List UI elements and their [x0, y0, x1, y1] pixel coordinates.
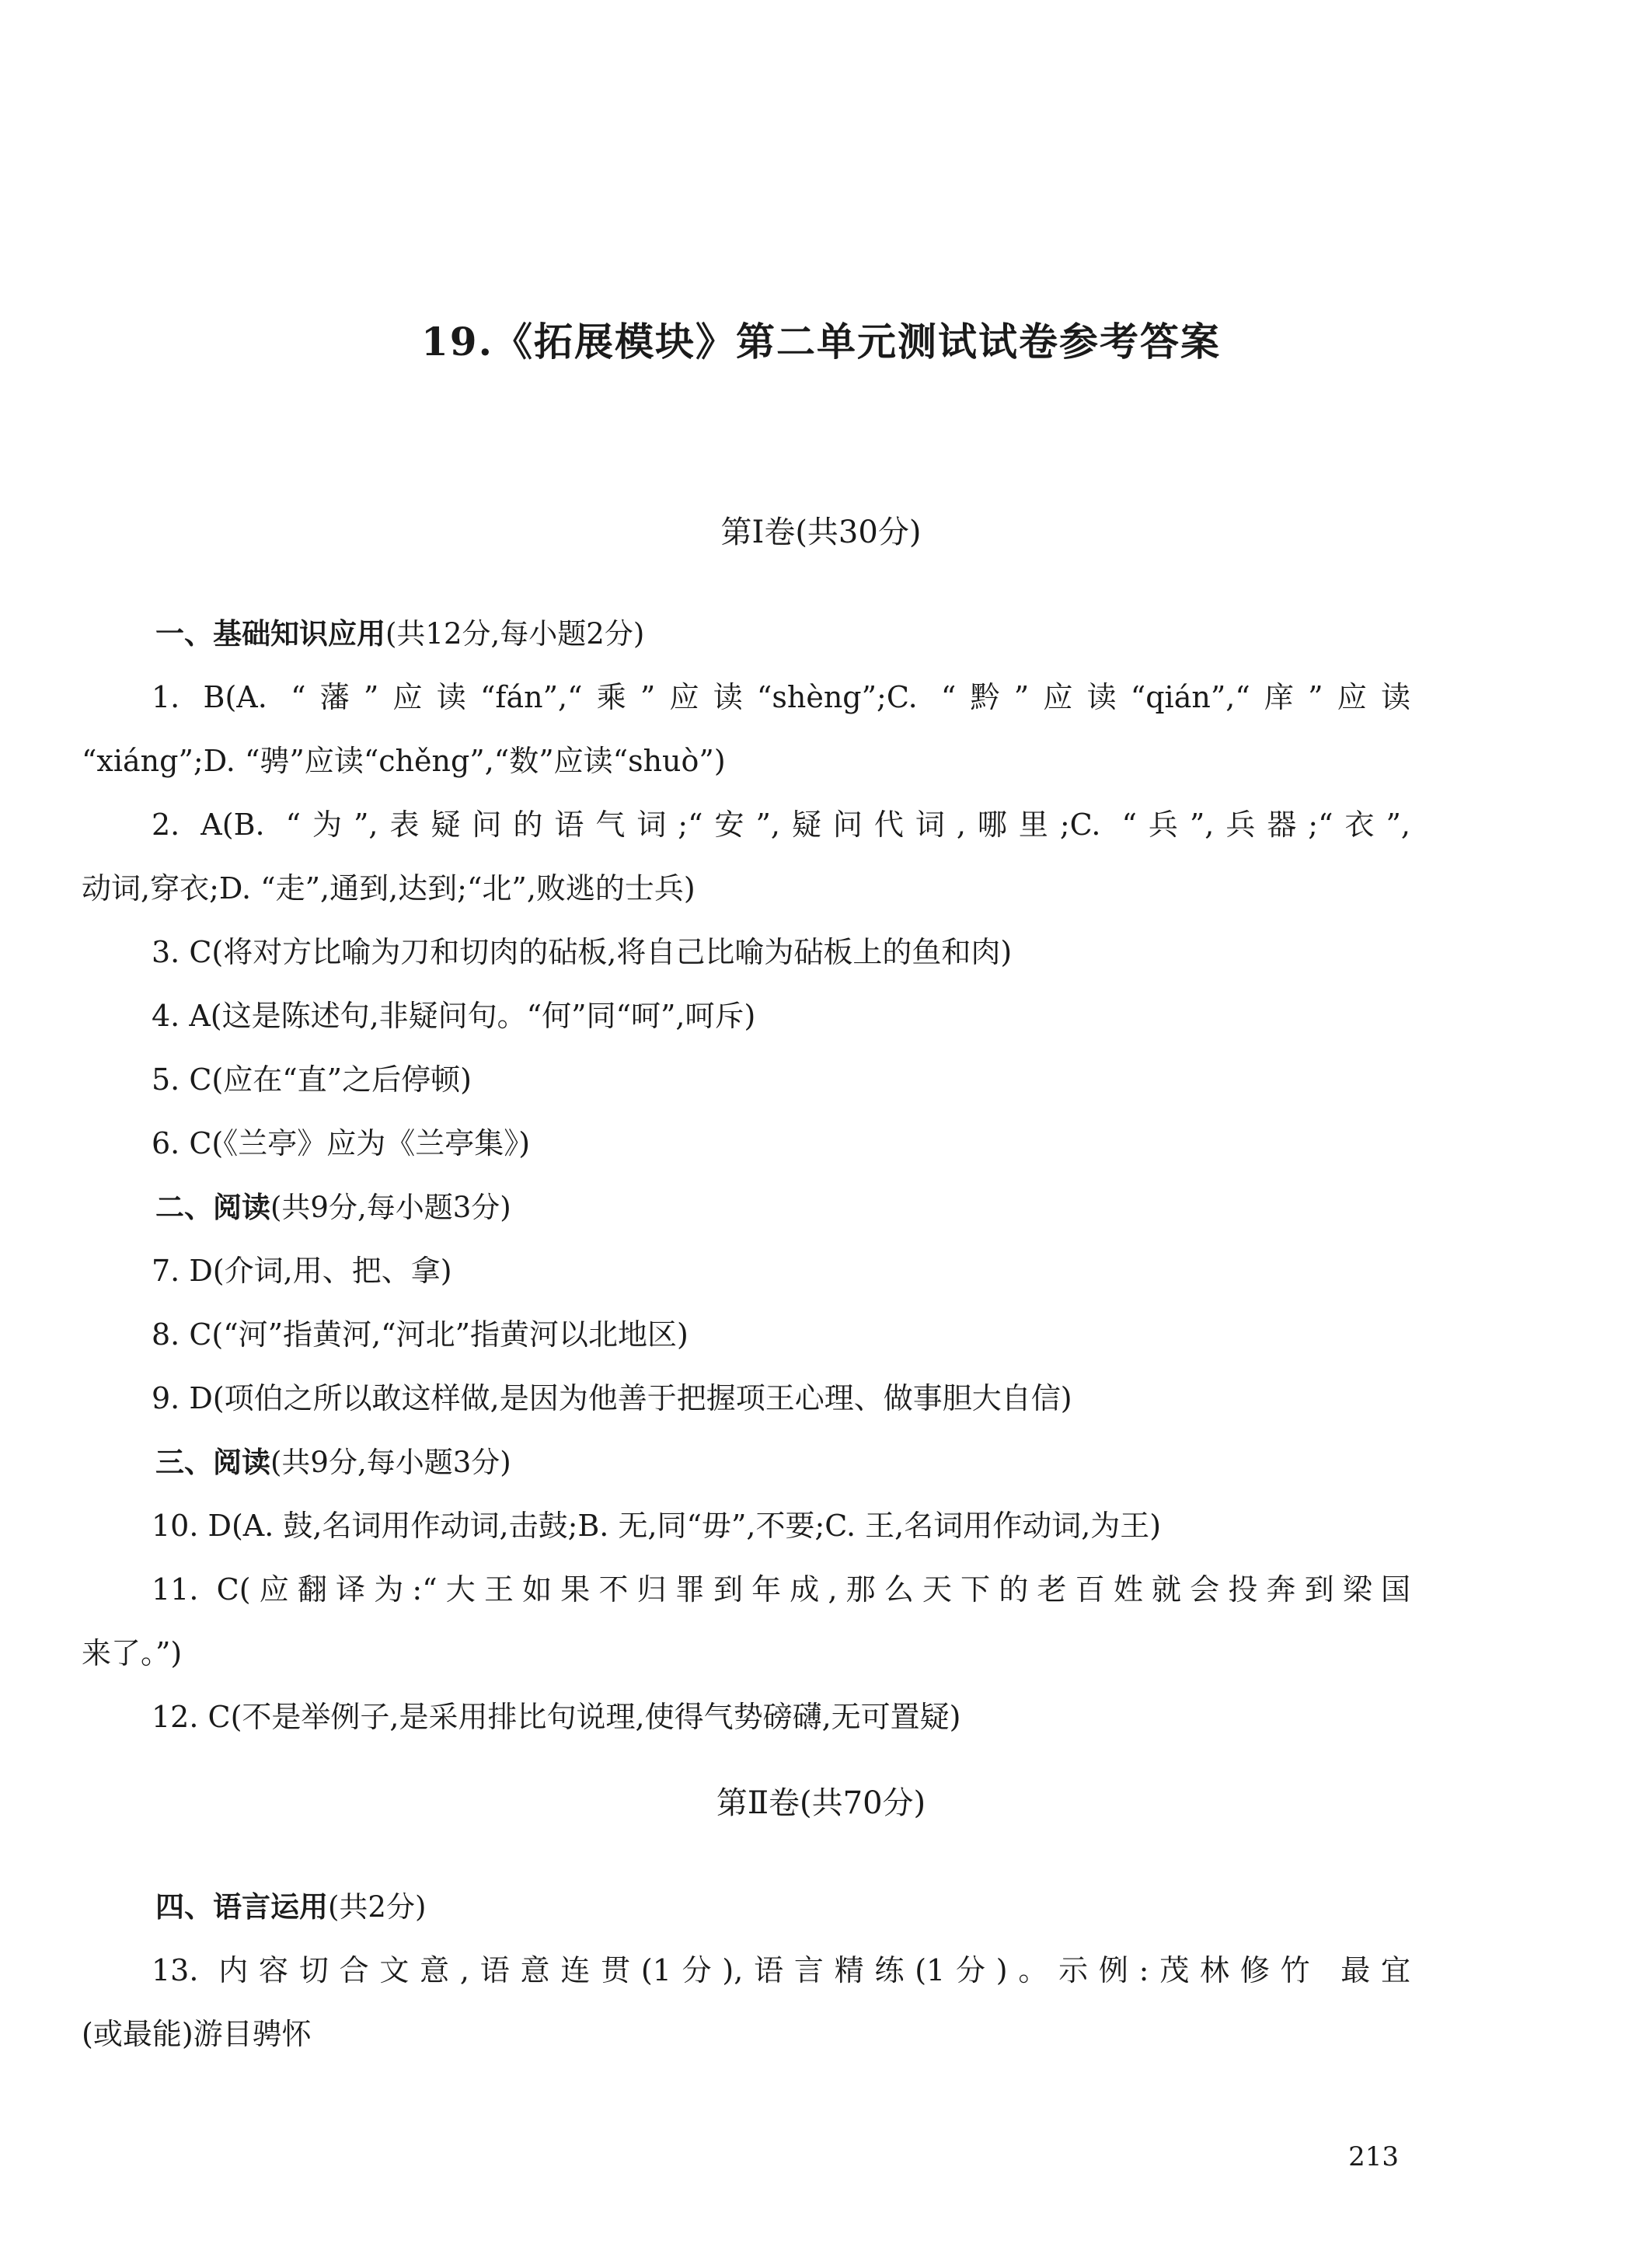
- document-title: 19.《拓展模块》第二单元测试试卷参考答案: [421, 319, 1221, 365]
- answer-8: 8. C(“河”指黄河,“河北”指黄河以北地区): [152, 1317, 689, 1352]
- section-heading-label: 二、阅读: [155, 1190, 270, 1224]
- section-heading-note: (共12分,每小题2分): [385, 617, 645, 651]
- section-heading-note: (共9分,每小题3分): [270, 1446, 511, 1479]
- volume-2-title: 第Ⅱ卷(共70分): [716, 1785, 926, 1821]
- section-heading: [82, 1875, 1410, 1938]
- answer-10: 10. D(A. 鼓,名词用作动词,击鼓;B. 无,同“毋”,不要;C. 王,名词用作动词,为王): [152, 1509, 1162, 1543]
- answer-9: 9. D(项伯之所以敢这样做,是因为他善于把握项王心理、做事胆大自信): [152, 1381, 1072, 1415]
- answer-4: 4. A(这是陈述句,非疑问句。“何”同“呵”,呵斥): [152, 999, 756, 1033]
- section-heading: [82, 1430, 1410, 1494]
- section-heading: [82, 602, 1410, 665]
- section-heading-label: 四、语言运用: [155, 1889, 328, 1924]
- volume-1-title: 第Ⅰ卷(共30分): [720, 515, 922, 550]
- answer-2-line-1: 2. A(B. “为”,表疑问的语气词;“安”,疑问代词,哪里;C. “兵”,兵器;“衣”,: [152, 808, 1410, 842]
- volume-2-answers: [82, 1875, 1410, 2066]
- section-heading-note: (共9分,每小题3分): [270, 1191, 511, 1224]
- answer-1-line-2: “xiáng”;D. “骋”应读“chěng”,“数”应读“shuò”): [82, 744, 726, 778]
- answer-7: 7. D(介词,用、把、拿): [152, 1254, 452, 1288]
- volume-1-answers: [82, 602, 1410, 1749]
- answer-11-line-2: 来了。”): [82, 1636, 183, 1670]
- answer-2-line-2: 动词,穿衣;D. “走”,通到,达到;“北”,败逃的士兵): [82, 871, 695, 905]
- section-heading-label: 一、基础知识应用: [155, 616, 385, 651]
- answer-13-line-2: (或最能)游目骋怀: [82, 2017, 312, 2051]
- answer-3: 3. C(将对方比喻为刀和切肉的砧板,将自己比喻为砧板上的鱼和肉): [152, 935, 1013, 969]
- page-number: 213: [1348, 2141, 1399, 2172]
- answer-11-line-1: 11. C(应翻译为:“大王如果不归罪到年成,那么天下的老百姓就会投奔到梁国: [152, 1572, 1410, 1607]
- section-heading: [82, 1175, 1410, 1239]
- answer-1-line-1: 1. B(A. “藩”应读“fán”,“乘”应读“shèng”;C. “黔”应读“qián”,“庠”应读: [152, 680, 1410, 714]
- answer-12: 12. C(不是举例子,是采用排比句说理,使得气势磅礴,无可置疑): [152, 1700, 961, 1734]
- answer-13-line-1: 13. 内容切合文意,语意连贯(1分),语言精练(1分)。示例:茂林修竹 最宜: [152, 1953, 1410, 1987]
- section-heading-label: 三、阅读: [155, 1445, 270, 1479]
- section-heading-note: (共2分): [328, 1890, 427, 1924]
- answer-6: 6. C(《兰亭》应为《兰亭集》): [152, 1126, 531, 1160]
- answer-5: 5. C(应在“直”之后停顿): [152, 1062, 472, 1097]
